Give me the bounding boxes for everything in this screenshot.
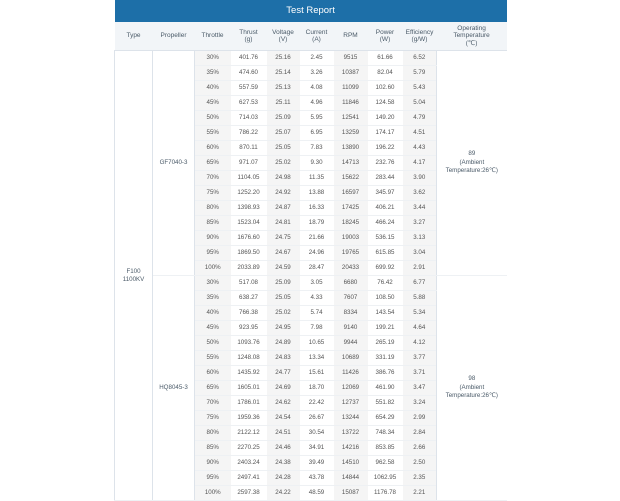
cell-rpm: 15622 — [334, 171, 368, 186]
cell-throttle: 65% — [195, 156, 231, 171]
cell-throttle: 70% — [195, 396, 231, 411]
cell-power: 76.42 — [368, 276, 403, 291]
cell-rpm: 13259 — [334, 126, 368, 141]
cell-voltage: 24.69 — [267, 381, 300, 396]
column-header-text: Voltage — [272, 28, 294, 36]
motor-type-text: F100 — [126, 268, 141, 276]
cell-current: 3.26 — [300, 66, 334, 81]
cell-power: 345.97 — [368, 186, 403, 201]
cell-voltage: 25.02 — [267, 156, 300, 171]
cell-throttle: 85% — [195, 216, 231, 231]
cell-voltage: 24.67 — [267, 246, 300, 261]
cell-rpm: 11099 — [334, 81, 368, 96]
cell-voltage: 24.51 — [267, 426, 300, 441]
cell-current: 4.33 — [300, 291, 334, 306]
cell-thrust: 1676.60 — [231, 231, 267, 246]
cell-current: 4.96 — [300, 96, 334, 111]
cell-current: 18.70 — [300, 381, 334, 396]
cell-power: 748.34 — [368, 426, 403, 441]
cell-rpm: 18245 — [334, 216, 368, 231]
operating-temperature-text: 89 — [468, 149, 476, 157]
cell-current: 22.42 — [300, 396, 334, 411]
cell-power: 1176.78 — [368, 486, 403, 501]
cell-voltage: 24.87 — [267, 201, 300, 216]
cell-efficiency: 4.17 — [403, 156, 437, 171]
cell-current: 13.88 — [300, 186, 334, 201]
cell-thrust: 2270.25 — [231, 441, 267, 456]
operating-temperature-text: (Ambient — [459, 158, 485, 166]
column-header-text: (V) — [278, 36, 288, 43]
cell-current: 5.95 — [300, 111, 334, 126]
cell-voltage: 25.14 — [267, 66, 300, 81]
cell-thrust: 923.95 — [231, 321, 267, 336]
column-header-temperature — [437, 22, 507, 51]
cell-efficiency: 5.88 — [403, 291, 437, 306]
cell-power: 1062.95 — [368, 471, 403, 486]
operating-temperature-text: Temperature:26℃) — [445, 167, 498, 175]
cell-power: 536.15 — [368, 231, 403, 246]
cell-thrust: 1959.36 — [231, 411, 267, 426]
cell-rpm: 19765 — [334, 246, 368, 261]
column-header-text: Temperature — [453, 32, 490, 40]
cell-rpm: 14216 — [334, 441, 368, 456]
cell-power: 265.19 — [368, 336, 403, 351]
cell-rpm: 12737 — [334, 396, 368, 411]
cell-current: 26.67 — [300, 411, 334, 426]
cell-throttle: 100% — [195, 261, 231, 276]
cell-current: 10.65 — [300, 336, 334, 351]
cell-efficiency: 2.91 — [403, 261, 437, 276]
cell-rpm: 13722 — [334, 426, 368, 441]
cell-efficiency: 3.24 — [403, 396, 437, 411]
cell-rpm: 6680 — [334, 276, 368, 291]
cell-power: 124.58 — [368, 96, 403, 111]
cell-rpm: 9944 — [334, 336, 368, 351]
cell-power: 232.76 — [368, 156, 403, 171]
cell-efficiency: 2.84 — [403, 426, 437, 441]
cell-power: 61.66 — [368, 51, 403, 66]
cell-efficiency: 3.90 — [403, 171, 437, 186]
cell-power: 551.82 — [368, 396, 403, 411]
cell-efficiency: 3.44 — [403, 201, 437, 216]
cell-efficiency: 5.34 — [403, 306, 437, 321]
cell-voltage: 25.05 — [267, 291, 300, 306]
cell-efficiency: 2.21 — [403, 486, 437, 501]
column-header-power — [368, 22, 403, 51]
cell-rpm: 11426 — [334, 366, 368, 381]
cell-current: 3.05 — [300, 276, 334, 291]
cell-power: 108.50 — [368, 291, 403, 306]
cell-efficiency: 3.47 — [403, 381, 437, 396]
cell-current: 18.79 — [300, 216, 334, 231]
cell-throttle: 35% — [195, 66, 231, 81]
cell-throttle: 60% — [195, 141, 231, 156]
column-header-text: (A) — [312, 36, 321, 43]
table-row — [115, 51, 507, 66]
cell-rpm: 19003 — [334, 231, 368, 246]
cell-thrust: 1786.01 — [231, 396, 267, 411]
cell-thrust: 1523.04 — [231, 216, 267, 231]
cell-power: 331.19 — [368, 351, 403, 366]
cell-throttle: 85% — [195, 441, 231, 456]
cell-current: 15.61 — [300, 366, 334, 381]
column-header-text: Efficiency — [405, 28, 434, 36]
cell-power: 283.44 — [368, 171, 403, 186]
cell-rpm: 16597 — [334, 186, 368, 201]
cell-rpm: 10689 — [334, 351, 368, 366]
cell-thrust: 1398.93 — [231, 201, 267, 216]
cell-throttle: 95% — [195, 471, 231, 486]
cell-thrust: 1605.01 — [231, 381, 267, 396]
cell-voltage: 24.28 — [267, 471, 300, 486]
cell-current: 28.47 — [300, 261, 334, 276]
cell-rpm: 12541 — [334, 111, 368, 126]
cell-voltage: 24.38 — [267, 456, 300, 471]
cell-thrust: 1093.76 — [231, 336, 267, 351]
cell-throttle: 50% — [195, 111, 231, 126]
cell-thrust: 1252.20 — [231, 186, 267, 201]
column-header-throttle — [195, 22, 231, 51]
cell-current: 24.96 — [300, 246, 334, 261]
cell-thrust: 627.53 — [231, 96, 267, 111]
cell-voltage: 25.11 — [267, 96, 300, 111]
column-header-text: (W) — [379, 36, 391, 43]
cell-current: 30.54 — [300, 426, 334, 441]
cell-throttle: 90% — [195, 231, 231, 246]
cell-throttle: 95% — [195, 246, 231, 261]
cell-thrust: 401.76 — [231, 51, 267, 66]
cell-rpm: 15087 — [334, 486, 368, 501]
cell-power: 699.92 — [368, 261, 403, 276]
column-header-text: Type — [126, 32, 141, 40]
cell-throttle: 70% — [195, 171, 231, 186]
cell-voltage: 25.09 — [267, 276, 300, 291]
cell-voltage: 24.62 — [267, 396, 300, 411]
cell-power: 654.29 — [368, 411, 403, 426]
operating-temperature-text: 98 — [468, 374, 476, 382]
cell-throttle: 40% — [195, 81, 231, 96]
column-header-text: Power — [375, 28, 395, 36]
cell-efficiency: 4.12 — [403, 336, 437, 351]
column-header-rpm — [334, 22, 368, 51]
column-header-voltage — [267, 22, 300, 51]
column-header-type — [115, 22, 153, 51]
cell-efficiency: 3.77 — [403, 351, 437, 366]
cell-rpm: 10387 — [334, 66, 368, 81]
operating-temperature-text: (Ambient — [459, 383, 485, 391]
cell-current: 2.45 — [300, 51, 334, 66]
cell-efficiency: 4.79 — [403, 111, 437, 126]
column-header-text: Propeller — [160, 32, 187, 40]
cell-rpm: 9515 — [334, 51, 368, 66]
cell-thrust: 517.08 — [231, 276, 267, 291]
cell-throttle: 55% — [195, 351, 231, 366]
cell-power: 199.21 — [368, 321, 403, 336]
cell-throttle: 75% — [195, 411, 231, 426]
cell-throttle: 35% — [195, 291, 231, 306]
cell-throttle: 50% — [195, 336, 231, 351]
column-header-text: Operating — [457, 24, 486, 32]
cell-thrust: 474.60 — [231, 66, 267, 81]
cell-power: 853.85 — [368, 441, 403, 456]
cell-efficiency: 5.04 — [403, 96, 437, 111]
motor-type-cell — [115, 51, 153, 501]
column-header-current — [300, 22, 334, 51]
cell-power: 406.21 — [368, 201, 403, 216]
column-header-text: Current — [305, 28, 328, 36]
report-title: Test Report — [115, 0, 507, 22]
cell-throttle: 45% — [195, 321, 231, 336]
cell-efficiency: 6.52 — [403, 51, 437, 66]
cell-throttle: 100% — [195, 486, 231, 501]
cell-efficiency: 6.77 — [403, 276, 437, 291]
cell-efficiency: 2.50 — [403, 456, 437, 471]
cell-thrust: 971.07 — [231, 156, 267, 171]
cell-voltage: 25.09 — [267, 111, 300, 126]
cell-thrust: 1435.92 — [231, 366, 267, 381]
column-header-thrust — [231, 22, 267, 51]
cell-thrust: 786.22 — [231, 126, 267, 141]
cell-rpm: 14713 — [334, 156, 368, 171]
cell-voltage: 25.07 — [267, 126, 300, 141]
cell-voltage: 24.54 — [267, 411, 300, 426]
cell-voltage: 24.89 — [267, 336, 300, 351]
cell-rpm: 13890 — [334, 141, 368, 156]
operating-temperature-text: Temperature:26℃) — [445, 392, 498, 400]
cell-efficiency: 3.27 — [403, 216, 437, 231]
cell-thrust: 2122.12 — [231, 426, 267, 441]
cell-throttle: 55% — [195, 126, 231, 141]
cell-voltage: 24.92 — [267, 186, 300, 201]
cell-thrust: 2033.89 — [231, 261, 267, 276]
cell-throttle: 65% — [195, 381, 231, 396]
cell-throttle: 75% — [195, 186, 231, 201]
cell-current: 5.74 — [300, 306, 334, 321]
cell-efficiency: 2.99 — [403, 411, 437, 426]
cell-efficiency: 4.51 — [403, 126, 437, 141]
cell-voltage: 24.83 — [267, 351, 300, 366]
cell-current: 39.49 — [300, 456, 334, 471]
cell-efficiency: 3.62 — [403, 186, 437, 201]
cell-rpm: 12069 — [334, 381, 368, 396]
cell-thrust: 1104.05 — [231, 171, 267, 186]
column-header-text: Throttle — [201, 32, 224, 40]
column-header-text: Thrust — [239, 28, 258, 36]
cell-throttle: 80% — [195, 426, 231, 441]
column-header-text: (g) — [244, 36, 253, 43]
cell-throttle: 60% — [195, 366, 231, 381]
cell-efficiency: 3.71 — [403, 366, 437, 381]
cell-efficiency: 3.13 — [403, 231, 437, 246]
cell-thrust: 714.03 — [231, 111, 267, 126]
cell-efficiency: 5.43 — [403, 81, 437, 96]
cell-current: 7.98 — [300, 321, 334, 336]
cell-efficiency: 5.79 — [403, 66, 437, 81]
cell-rpm: 8334 — [334, 306, 368, 321]
cell-current: 13.34 — [300, 351, 334, 366]
cell-thrust: 638.27 — [231, 291, 267, 306]
cell-current: 6.95 — [300, 126, 334, 141]
cell-thrust: 1869.50 — [231, 246, 267, 261]
cell-current: 16.33 — [300, 201, 334, 216]
cell-thrust: 1248.08 — [231, 351, 267, 366]
cell-power: 461.90 — [368, 381, 403, 396]
cell-power: 466.24 — [368, 216, 403, 231]
cell-current: 48.59 — [300, 486, 334, 501]
cell-power: 196.22 — [368, 141, 403, 156]
cell-power: 143.54 — [368, 306, 403, 321]
cell-thrust: 2497.41 — [231, 471, 267, 486]
cell-thrust: 2597.38 — [231, 486, 267, 501]
cell-rpm: 13244 — [334, 411, 368, 426]
cell-thrust: 557.59 — [231, 81, 267, 96]
propeller-cell: HQ8045-3 — [153, 276, 195, 501]
column-header-text: (g/W) — [411, 36, 428, 43]
cell-current: 4.08 — [300, 81, 334, 96]
cell-voltage: 24.81 — [267, 216, 300, 231]
cell-rpm: 7607 — [334, 291, 368, 306]
cell-thrust: 766.38 — [231, 306, 267, 321]
cell-rpm: 14510 — [334, 456, 368, 471]
cell-rpm: 14844 — [334, 471, 368, 486]
column-header-text: (℃) — [465, 39, 478, 47]
operating-temperature-cell — [437, 51, 507, 276]
cell-voltage: 24.59 — [267, 261, 300, 276]
cell-current: 34.91 — [300, 441, 334, 456]
cell-voltage: 24.95 — [267, 321, 300, 336]
cell-power: 615.85 — [368, 246, 403, 261]
cell-power: 102.60 — [368, 81, 403, 96]
cell-voltage: 24.77 — [267, 366, 300, 381]
cell-throttle: 90% — [195, 456, 231, 471]
column-header-propeller — [153, 22, 195, 51]
cell-rpm: 17425 — [334, 201, 368, 216]
cell-throttle: 45% — [195, 96, 231, 111]
cell-throttle: 30% — [195, 276, 231, 291]
cell-power: 174.17 — [368, 126, 403, 141]
cell-current: 7.83 — [300, 141, 334, 156]
cell-voltage: 25.02 — [267, 306, 300, 321]
cell-voltage: 24.46 — [267, 441, 300, 456]
cell-efficiency: 3.04 — [403, 246, 437, 261]
cell-current: 9.30 — [300, 156, 334, 171]
operating-temperature-cell — [437, 276, 507, 501]
cell-power: 962.58 — [368, 456, 403, 471]
cell-rpm: 9140 — [334, 321, 368, 336]
cell-voltage: 25.05 — [267, 141, 300, 156]
cell-current: 21.66 — [300, 231, 334, 246]
cell-power: 82.04 — [368, 66, 403, 81]
cell-throttle: 40% — [195, 306, 231, 321]
cell-efficiency: 2.66 — [403, 441, 437, 456]
motor-type-text: 1100KV — [122, 275, 145, 283]
test-report-table — [114, 0, 507, 501]
cell-voltage: 25.16 — [267, 51, 300, 66]
cell-thrust: 2403.24 — [231, 456, 267, 471]
cell-throttle: 30% — [195, 51, 231, 66]
propeller-cell: GF7040-3 — [153, 51, 195, 276]
cell-throttle: 80% — [195, 201, 231, 216]
cell-rpm: 11846 — [334, 96, 368, 111]
cell-voltage: 25.13 — [267, 81, 300, 96]
cell-voltage: 24.22 — [267, 486, 300, 501]
cell-efficiency: 4.43 — [403, 141, 437, 156]
cell-current: 11.35 — [300, 171, 334, 186]
cell-efficiency: 4.64 — [403, 321, 437, 336]
cell-voltage: 24.75 — [267, 231, 300, 246]
cell-rpm: 20433 — [334, 261, 368, 276]
cell-current: 43.78 — [300, 471, 334, 486]
table-row — [115, 276, 507, 291]
cell-power: 149.20 — [368, 111, 403, 126]
column-header-text: RPM — [343, 32, 358, 40]
cell-power: 386.76 — [368, 366, 403, 381]
cell-thrust: 870.11 — [231, 141, 267, 156]
cell-efficiency: 2.35 — [403, 471, 437, 486]
column-header-efficiency — [403, 22, 437, 51]
cell-voltage: 24.98 — [267, 171, 300, 186]
